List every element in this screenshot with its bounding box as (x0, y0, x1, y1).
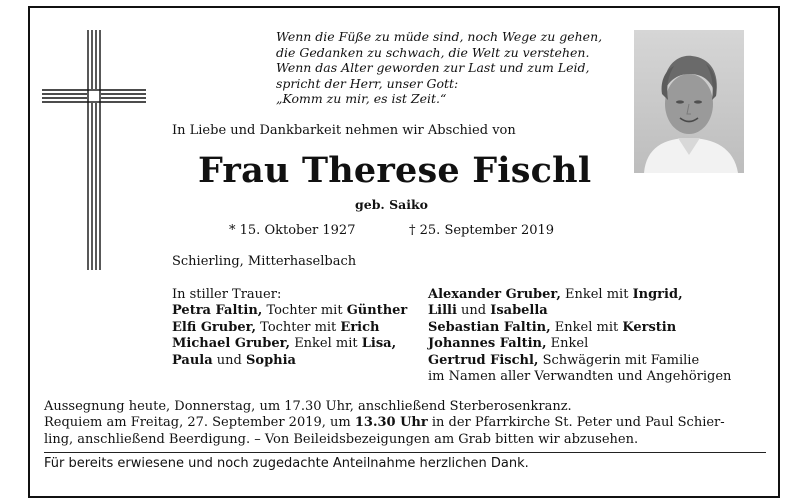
poem-line: Wenn das Alter geworden zur Last und zum Leid, (276, 60, 590, 76)
cross-icon (42, 30, 146, 270)
mourner-line: Paula und Sophia (172, 352, 296, 368)
service-line: Requiem am Freitag, 27. September 2019, um 13.30 Uhr in der Pfarrkirche St. Peter und Paul Schier- (44, 415, 725, 431)
poem-line: Wenn die Füße zu müde sind, noch Wege zu gehen, (276, 29, 603, 44)
mourner-line: Alexander Gruber, Enkel mit Ingrid, (428, 287, 683, 302)
mourner-line: Lilli und Isabella (428, 303, 548, 319)
poem (276, 29, 602, 107)
mourner-line: im Namen aller Verwandten und Angehörigen (428, 368, 732, 384)
poem-line: die Gedanken zu schwach, die Welt zu verstehen. (276, 44, 590, 60)
mourner-line: Michael Gruber, Enkel mit Lisa, (172, 336, 397, 352)
intro-text: In Liebe und Dankbarkeit nehmen wir Abschied von (172, 123, 516, 138)
maiden-name: geb. Saiko (355, 197, 429, 212)
residence: Schierling, Mitterhaselbach (172, 254, 357, 269)
poem-line: „Komm zu mir, es ist Zeit.“ (276, 91, 447, 107)
mourners-right-column (428, 287, 731, 385)
birth-date: * 15. Oktober 1927 (229, 223, 356, 238)
divider (44, 452, 766, 453)
death-date: † 25. September 2019 (409, 223, 555, 238)
thanks-text: Für bereits erwiesene und noch zugedachte Anteilnahme herzlichen Dank. (44, 456, 529, 471)
mourners-left-column (172, 287, 407, 369)
mourner-line: Sebastian Faltin, Enkel mit Kerstin (428, 319, 677, 335)
portrait-photo (634, 30, 744, 173)
poem-line: spricht der Herr, unser Gott: (276, 75, 459, 91)
service-info (44, 399, 725, 448)
mourner-line: Elfi Gruber, Tochter mit Erich (172, 319, 380, 335)
mourner-line: Petra Faltin, Tochter mit Günther (172, 303, 408, 319)
service-line: Aussegnung heute, Donnerstag, um 17.30 Uhr, anschließend Sterberosenkranz. (44, 399, 572, 414)
mourner-line: Johannes Faltin, Enkel (428, 336, 589, 352)
deceased-name: Frau Therese Fischl (198, 150, 592, 191)
portrait-image (634, 30, 744, 173)
mourner-line: Gertrud Fischl, Schwägerin mit Familie (428, 352, 700, 368)
service-line: ling, anschließend Beerdigung. – Von Beileidsbezeigungen am Grab bitten wir abzusehen. (44, 431, 639, 447)
mourner-line: In stiller Trauer: (172, 287, 282, 302)
